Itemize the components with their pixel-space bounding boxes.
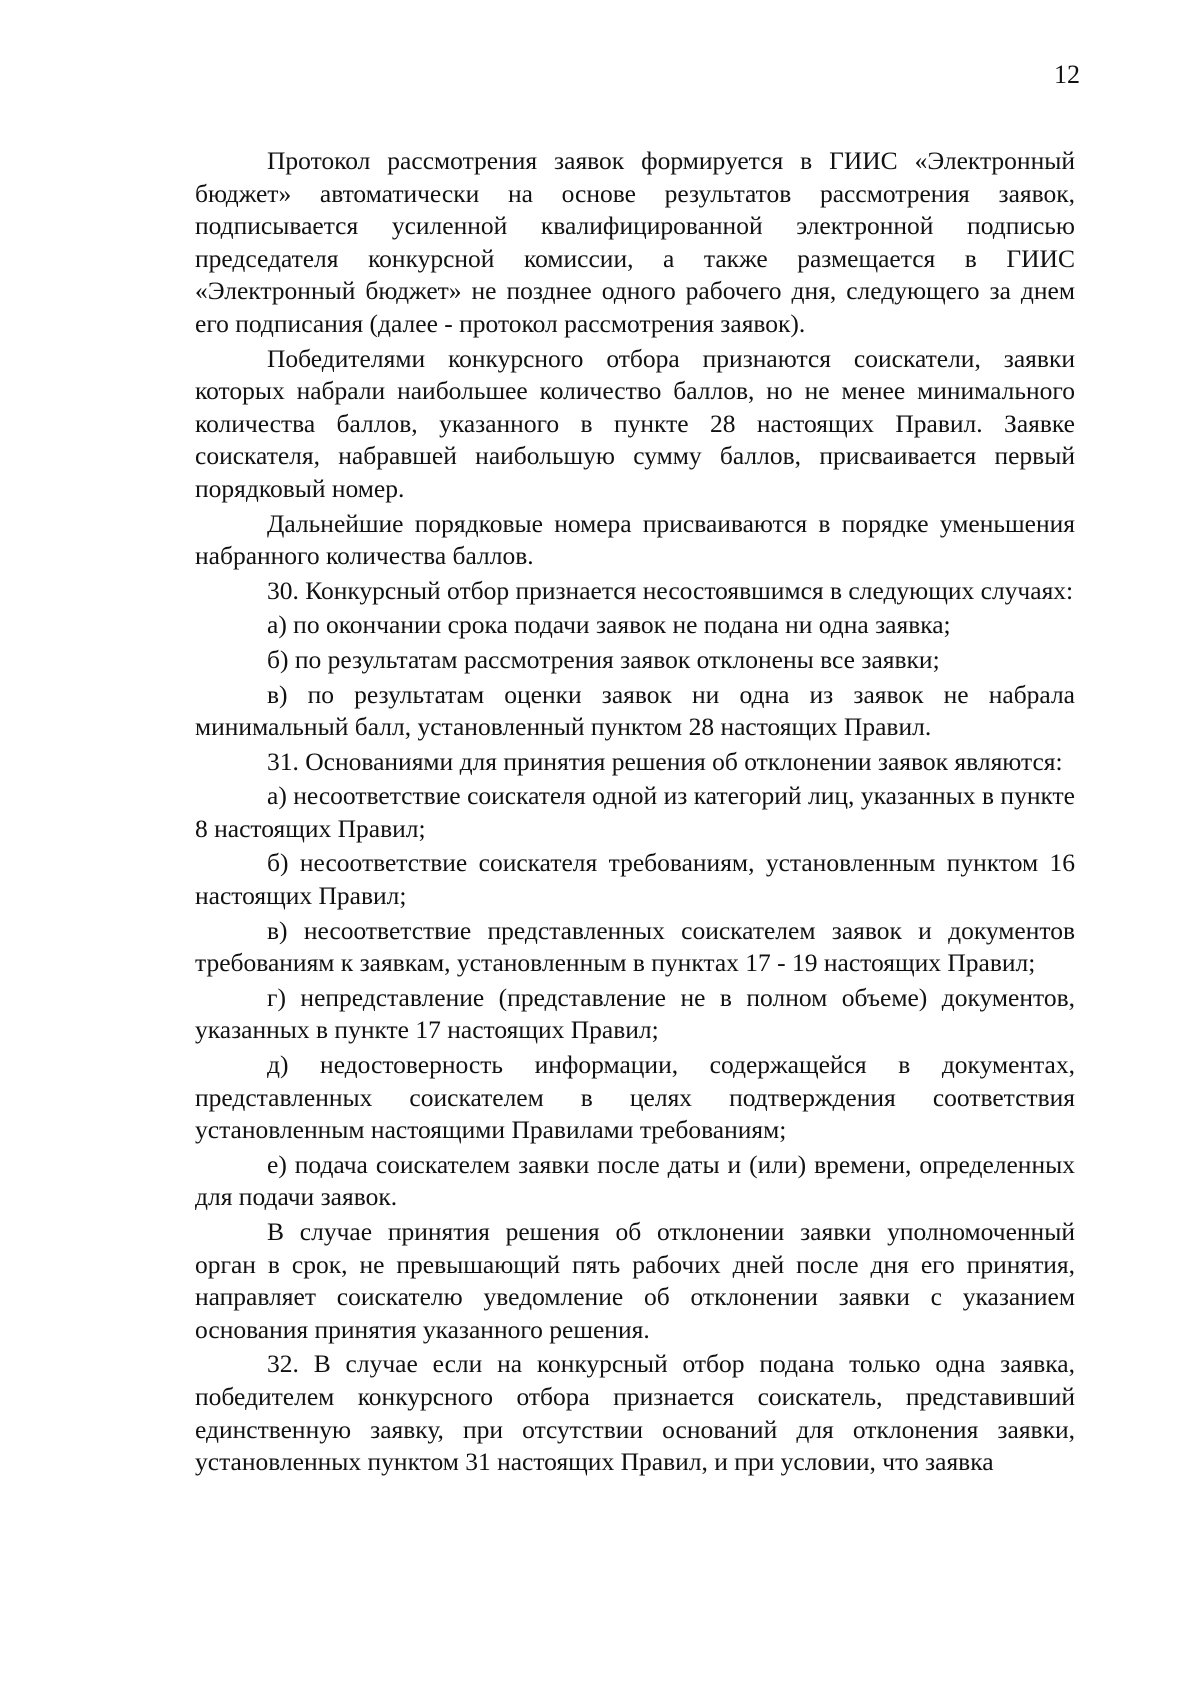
clause-30: 30. Конкурсный отбор признается несостоявшимся в следующих случаях: — [267, 575, 1074, 605]
clause-30-item-v: в) по результатам оценки заявок ни одна из заявок не набрала минимальный балл, установленный пунктом 28 настоящих Правил. — [195, 679, 1075, 742]
clause-31-item-b: б) несоответствие соискателя требованиям, установленным пунктом 16 настоящих Правил; — [195, 848, 1075, 911]
paragraph-winners: Победителями конкурсного отбора признаются соискатели, заявки которых набрали наибольшее количество баллов, но не менее минимального количества баллов, указанного в пункте 28 настоящих Правил. Заявке соискателя, набравшей наибольшую сумму баллов, присваивается первый порядковый номер. — [195, 343, 1075, 503]
paragraph-rejection-notice: В случае принятия решения об отклонении заявки уполномоченный орган в срок, не превышающий пять рабочих дней после дня его принятия, направляет соискателю уведомление об отклонении заявки с указанием основания принятия указанного решения. — [195, 1217, 1075, 1344]
paragraph-ordinal-numbers: Дальнейшие порядковые номера присваиваются в порядке уменьшения набранного количества баллов. — [195, 508, 1075, 571]
page-number: 12 — [1054, 60, 1080, 89]
clause-31-item-v: в) несоответствие представленных соискателем заявок и документов требованиям к заявкам, установленным в пунктах 17 - 19 настоящих Правил; — [195, 915, 1075, 978]
clause-32: 32. В случае если на конкурсный отбор подана только одна заявка, победителем конкурсного отбора признается соискатель, представивший единственную заявку, при отсутствии оснований для отклонения заявки, установленных пунктом 31 настоящих Правил, и при условии, что заявка — [195, 1349, 1075, 1477]
clause-30-item-a: а) по окончании срока подачи заявок не подана ни одна заявка; — [267, 610, 951, 640]
clause-30-item-b: б) по результатам рассмотрения заявок отклонены все заявки; — [267, 644, 940, 674]
document-body — [195, 145, 1075, 1481]
paragraph-review-protocol: Протокол рассмотрения заявок формируется в ГИИС «Электронный бюджет» автоматически на основе результатов рассмотрения заявок, подписывается усиленной квалифицированной электронной подписью председателя конкурсной комиссии, а также размещается в ГИИС «Электронный бюджет» не позднее одного рабочего дня, следующего за днем его подписания (далее - протокол рассмотрения заявок). — [195, 146, 1075, 338]
clause-31: 31. Основаниями для принятия решения об отклонении заявок являются: — [267, 746, 1063, 776]
clause-31-item-d: д) недостоверность информации, содержащейся в документах, представленных соискателем в целях подтверждения соответствия установленным настоящими Правилами требованиям; — [195, 1050, 1075, 1145]
clause-31-item-g: г) непредставление (представление не в полном объеме) документов, указанных в пункте 17 настоящих Правил; — [195, 982, 1075, 1045]
clause-31-item-a: а) несоответствие соискателя одной из категорий лиц, указанных в пункте 8 настоящих Правил; — [195, 781, 1075, 843]
clause-31-item-e: е) подача соискателем заявки после даты и (или) времени, определенных для подачи заявок. — [195, 1149, 1075, 1212]
